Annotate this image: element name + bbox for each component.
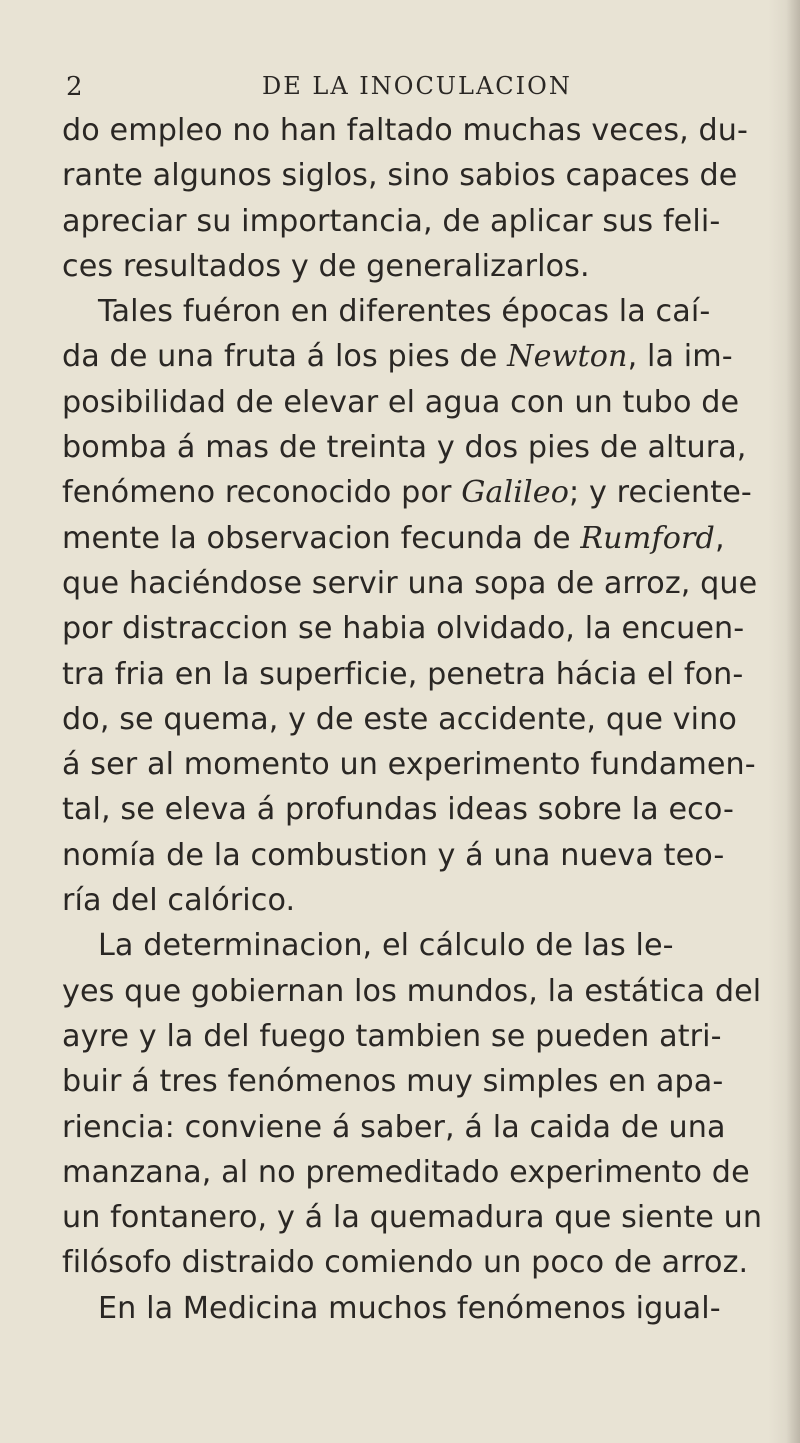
text-line: yes que gobiernan los mundos, la estática del <box>62 973 762 1009</box>
page-edge-shadow <box>786 0 800 1443</box>
text-line: buir á tres fenómenos muy simples en apa- <box>62 1064 724 1100</box>
text-line: do empleo no han faltado muchas veces, du- <box>62 113 749 148</box>
page-header <box>54 72 754 112</box>
text-line: mente la observacion fecunda de Rumford, <box>62 520 725 556</box>
text-line: filósofo distraido comiendo un poco de arroz. <box>62 1245 749 1281</box>
paragraph-start-line: Tales fuéron en diferentes épocas la caí- <box>98 294 711 330</box>
text-line: ces resultados y de generalizarlos. <box>62 248 590 284</box>
text-line: posibilidad de elevar el agua con un tubo de <box>62 384 740 420</box>
name-rumford: Rumford <box>580 520 715 556</box>
text-line: apreciar su importancia, de aplicar sus feli- <box>62 203 721 239</box>
text-line: fenómeno reconocido por Galileo; y reciente- <box>62 475 752 511</box>
name-newton: Newton <box>507 339 628 375</box>
page-number: 2 <box>66 72 83 102</box>
text-line: ayre y la del fuego tambien se pueden atri- <box>62 1018 722 1054</box>
text-line: da de una fruta á los pies de Newton, la im- <box>62 339 733 375</box>
text-line: manzana, al no premeditado experimento de <box>62 1154 750 1190</box>
text-line: un fontanero, y á la quemadura que siente un <box>62 1200 763 1236</box>
paragraph-start-line: La determinacion, el cálculo de las le- <box>98 928 674 964</box>
text-line: por distraccion se habia olvidado, la encuen- <box>62 611 745 647</box>
text-line: ría del calórico. <box>62 883 296 919</box>
paragraph-start-line: En la Medicina muchos fenómenos igual- <box>98 1290 721 1326</box>
running-title: DE LA INOCULACION <box>262 72 572 100</box>
text-line: do, se quema, y de este accidente, que vino <box>62 701 737 737</box>
text-line: tra fria en la superficie, penetra hácia el fon- <box>62 656 744 692</box>
text-line: rante algunos siglos, sino sabios capaces de <box>62 158 738 194</box>
body-text <box>62 108 762 1331</box>
text-line: á ser al momento un experimento fundamen- <box>62 747 756 783</box>
text-line: bomba á mas de treinta y dos pies de altura, <box>62 430 747 466</box>
text-line: que haciéndose servir una sopa de arroz, que <box>62 565 758 601</box>
text-line: riencia: conviene á saber, á la caida de una <box>62 1109 726 1145</box>
name-galileo: Galileo <box>461 475 570 511</box>
text-line: nomía de la combustion y á una nueva teo- <box>62 837 725 873</box>
text-line: tal, se eleva á profundas ideas sobre la eco- <box>62 792 734 828</box>
